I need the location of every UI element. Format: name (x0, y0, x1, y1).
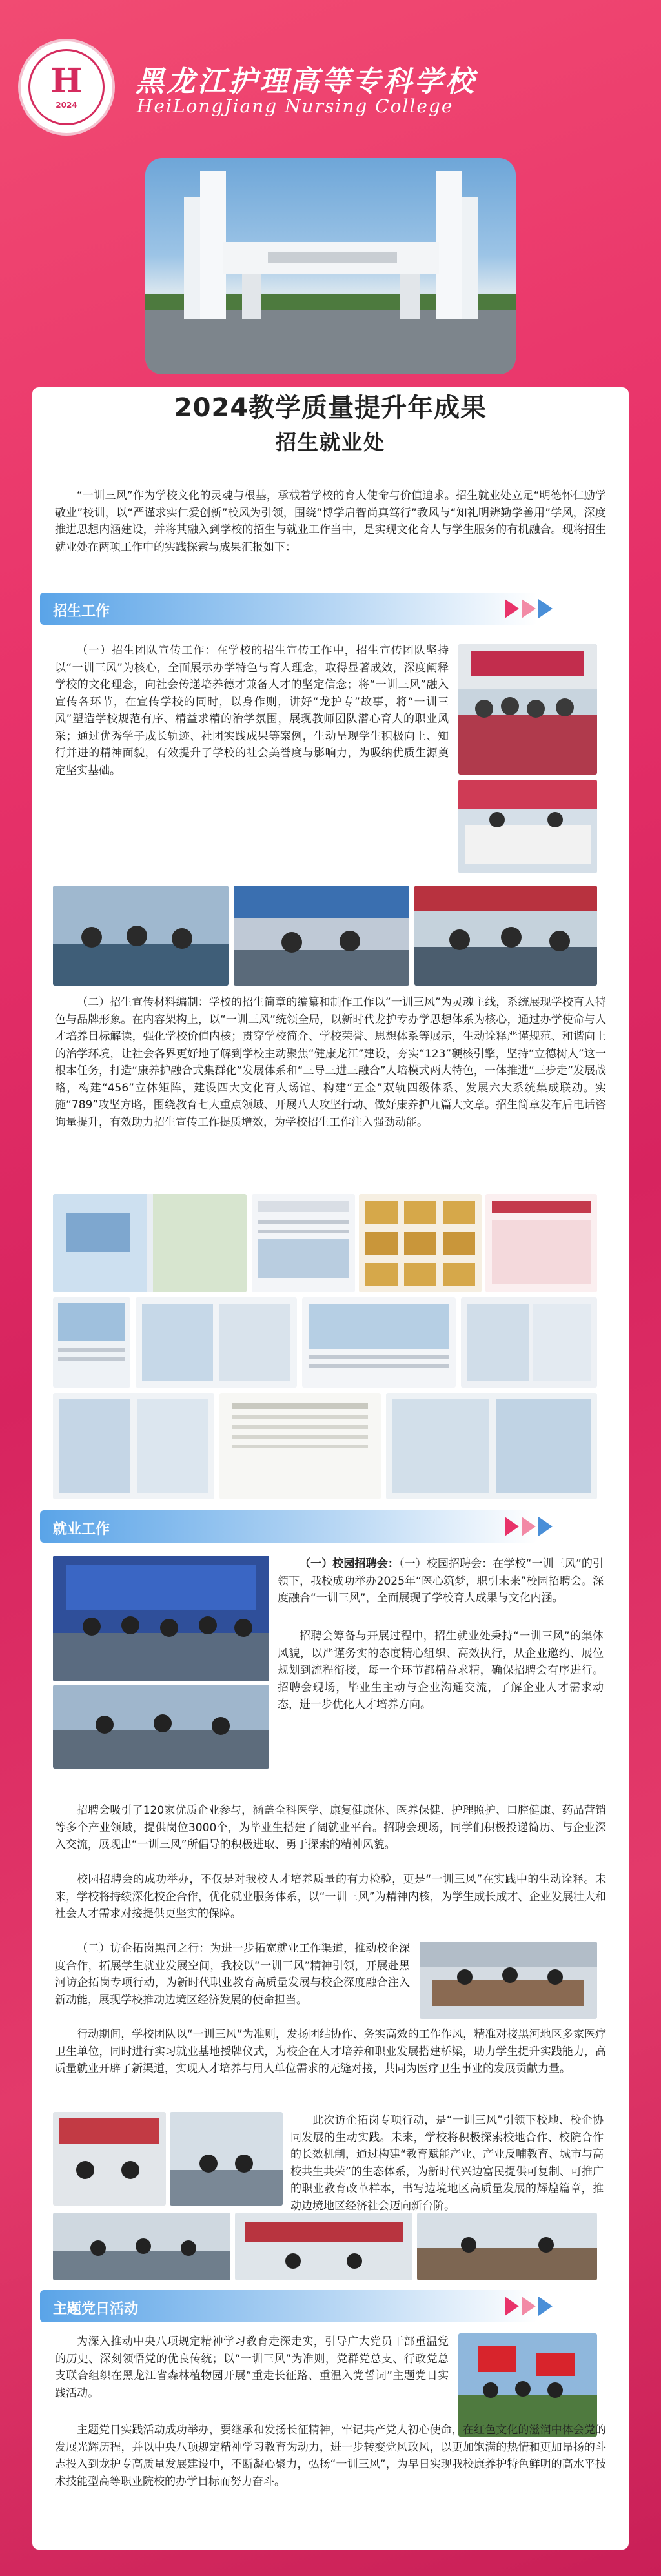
employ-paragraph-3: 招聘会吸引了120家优质企业参与，涵盖全科医学、康复健康体、医养保健、护理照护、口腔健康、药品营销等多个产业领域，提供岗位3000个，为毕业生搭建了阔就业平台。招聘会现场，同学们积极投递简历、与企业深入交流，展现出“一训三风”所倡导的积极进取、勇于探索的精神风貌。 (55, 1804, 606, 1851)
brochure-poster-photo (485, 1194, 597, 1292)
recruit-event-photo-3 (414, 886, 597, 986)
job-fair-photo-1 (53, 1556, 269, 1681)
page-header (0, 0, 661, 136)
school-logo (18, 39, 115, 136)
brochure-page-photo-6 (53, 1393, 214, 1499)
section-header-recruit (40, 593, 537, 625)
heihe-visit-photo-6 (417, 2213, 597, 2280)
brochure-page-photo-7 (219, 1393, 381, 1499)
department-title: 招生就业处 (275, 430, 385, 454)
heihe-visit-photo-5 (235, 2213, 412, 2280)
recruit-paragraph-1: （一）招生团队宣传工作：在学校的招生宣传工作中，招生宣传团队坚持以“一训三风”为核心，全面展示办学特色与育人理念，取得显著成效，深度阐释学校的文化理念，向社会传递培养德才兼备人才的坚定信念；将“一训三风”融入宣传各环节，在宣传学校的同时，以身作则，讲好“龙护专”故事，将“一训三风”塑造学校规范有序、精益求精的治学氛围，展现教师团队潜心育人的职业风采；通过优秀学子成长轨迹、社团实践成果等案例，生动呈现学生积极向上、知行并进的精神面貌，有效提升了学校的社会美誉度与影响力，为吸纳优质生源奠定坚实基础。 (55, 644, 449, 777)
heihe-visit-photo-2 (53, 2112, 166, 2206)
logo-emblem (28, 49, 105, 125)
recruit-paragraph-2: （二）招生宣传材料编制：学校的招生简章的编纂和制作工作以“一训三风”为灵魂主线，系统展现学校育人特色与品牌形象。在内容架构上，以“一训三风”统领全局，以新时代龙护专办学思想体系为核心，通过办学使命与人才培养目标解读，强化学校价值内核；贯穿学校简介、学校荣誉、思想体系等展示，生动诠释严谨规范、和谐向上的治学环境，让社会各界更好地了解到学校主动聚焦“健康龙江”建设，夯实“123”硬核引擎，坚持“立德树人”这一根本任务，打造“康养护融合式集群化”发展体系和“三导三进三融合”人培模式两大特色，一体推进“三步走”发展战略，构建“456”立体矩阵，建设四大文化育人场馆、构建“五金”双轨四级体系、发展六大系统集成联动。实施“789”攻坚方略，围绕教育七大重点领域、开展八大攻坚行动、做好康养护九篇大文章。招生简章发布后电话咨询量提升，有效助力招生宣传工作提质增效，为学校招生工作注入强劲动能。 (55, 996, 606, 1129)
employ-paragraph-7: 此次访企拓岗专项行动，是“一训三风”引领下校地、校企协同发展的生动实践。未来，学校将积极探索校地合作、校院合作的长效机制，通过构建“教育赋能产业、产业反哺教育、城市与高校共生共荣”的生态体系，为新时代兴边富民提供可复制、可推广的职业教育改革样本，书写边境地区高质量发展的辉煌篇章，推动边境地区经济社会迈向新台阶。 (290, 2114, 604, 2213)
logo-letter-h: H (50, 61, 83, 101)
logo-year: 2024 (56, 101, 77, 110)
campus-gate-photo (145, 158, 516, 374)
brochure-page-photo-4 (302, 1297, 456, 1388)
chevron-arrows-icon (505, 2297, 555, 2316)
heihe-visit-photo-3 (170, 2112, 283, 2206)
page-title: 2024教学质量提升年成果 (174, 393, 487, 423)
brochure-page-photo-2 (53, 1297, 130, 1388)
employ-paragraph-2: 招聘会筹备与开展过程中，招生就业处秉持“一训三风”的集体风貌，以严谨务实的态度精心组织、高效执行，从企业邀约、展位规划到流程衔接，每一个环节都精益求精，确保招聘会有序进行。招聘会现场，毕业生主动与企业沟通交流，了解企业人才需求动态，进一步优化人才培养方向。 (278, 1630, 604, 1711)
chevron-arrows-icon (505, 1517, 555, 1536)
employ-paragraph-6: 行动期间，学校团队以“一训三风”为准则，发扬团结协作、务实高效的工作作风，精准对接黑河地区多家医疗卫生单位，同时进行实习就业基地授牌仪式，为校企在人才培养和职业发展搭建桥梁，助力学生提升实践能力，高质量就业开辟了新渠道，实现人才培养与用人单位需求的无缝对接，共同为医疗卫生事业的发展贡献力量。 (55, 2028, 606, 2075)
intro-paragraph: “一训三风”作为学校文化的灵魂与根基，承载着学校的育人使命与价值追求。招生就业处立足“明德怀仁励学敬业”校训，以“严谨求实仁爱创新”校风为引领，围绕“博学启智尚真笃行”教风与“知礼明辨勤学善用”学风，深度推进思想内涵建设，并将其融入到学校的招生与就业工作当中，是实现文化育人与学生服务的有机融合。现将招生就业处在两项工作中的实践探索与成果汇报如下： (55, 489, 606, 554)
section-header-party (40, 2290, 537, 2322)
party-paragraph-1: 为深入推动中央八项规定精神学习教育走深走实，引导广大党员干部重温党的历史、深刻领悟党的优良传统；以“一训三风”为准则，党群党总支、行政党总支联合组织在黑龙江省森林植物园开展“重走长征路、重温入党誓词”主题党日实践活动。 (55, 2335, 449, 2400)
brochure-page-photo-5 (461, 1297, 597, 1388)
section-title-party: 主题党日活动 (53, 2301, 139, 2317)
recruit-team-photo (458, 644, 597, 775)
heihe-visit-photo-1 (420, 1942, 597, 2019)
school-name-cn: 黑龙江护理高等专科学校 (136, 65, 476, 98)
brochure-cover-photo (53, 1194, 247, 1292)
section-header-employ (40, 1510, 537, 1543)
recruit-event-photo-1 (53, 886, 229, 986)
brochure-awards-photo (359, 1194, 482, 1292)
brochure-page-photo-1 (252, 1194, 355, 1292)
section-title-employ: 就业工作 (53, 1521, 110, 1537)
school-name-en: HeiLongJiang Nursing College (137, 96, 454, 117)
recruit-booth-photo (458, 780, 597, 873)
chevron-arrows-icon (505, 599, 555, 618)
recruit-event-photo-2 (234, 886, 409, 986)
employ-paragraph-5: （二）访企拓岗黑河之行：为进一步拓宽就业工作渠道，推动校企深度合作，拓展学生就业发展空间，我校以“一训三风”精神引领，开展赴黑河访企拓岗专项行动，为新时代职业教育高质量发展与校企深度融合注入新动能，展现学校推动边境区经济发展的使命担当。 (55, 1942, 410, 2007)
brochure-page-photo-8 (386, 1393, 597, 1499)
employ-paragraph-4: 校园招聘会的成功举办，不仅是对我校人才培养质量的有力检验，更是“一训三风”在实践中的生动诠释。未来，学校将持续深化校企合作，优化就业服务体系，以“一训三风”为精神内核，为学生成长成才、企业发展壮大和社会人才需求对接提供更坚实的保障。 (55, 1873, 606, 1920)
brochure-page-photo-3 (136, 1297, 297, 1388)
job-fair-photo-2 (53, 1685, 269, 1769)
party-paragraph-2: 主题党日实践活动成功举办，要继承和发扬长征精神，牢记共产党人初心使命，在红色文化的滋润中体会党的发展光辉历程，并以中央八项规定精神学习教育为动力，进一步转变党风政风，以更加饱满的热情和更加昂扬的斗志投入到龙护专高质量发展建设中，不断凝心聚力，弘扬“一训三风”，为早日实现我校康养护特色鲜明的高水平技术技能型高等职业院校的办学目标而努力奋斗。 (55, 2424, 606, 2488)
employ-p1-text: （一）校园招聘会：在学校“一训三风”的引领下，我校成功举办2025年“医心筑梦，职引未来”校园招聘会。深度融合“一训三风”，全面展现了学校育人成果与文化内涵。 (278, 1557, 604, 1605)
heihe-visit-photo-4 (53, 2213, 230, 2280)
party-day-photo (458, 2333, 597, 2437)
employ-p1-heading: （一）校园招聘会： (300, 1557, 399, 1570)
employ-paragraph-1 (278, 1556, 604, 1607)
section-title-recruit: 招生工作 (53, 603, 110, 620)
